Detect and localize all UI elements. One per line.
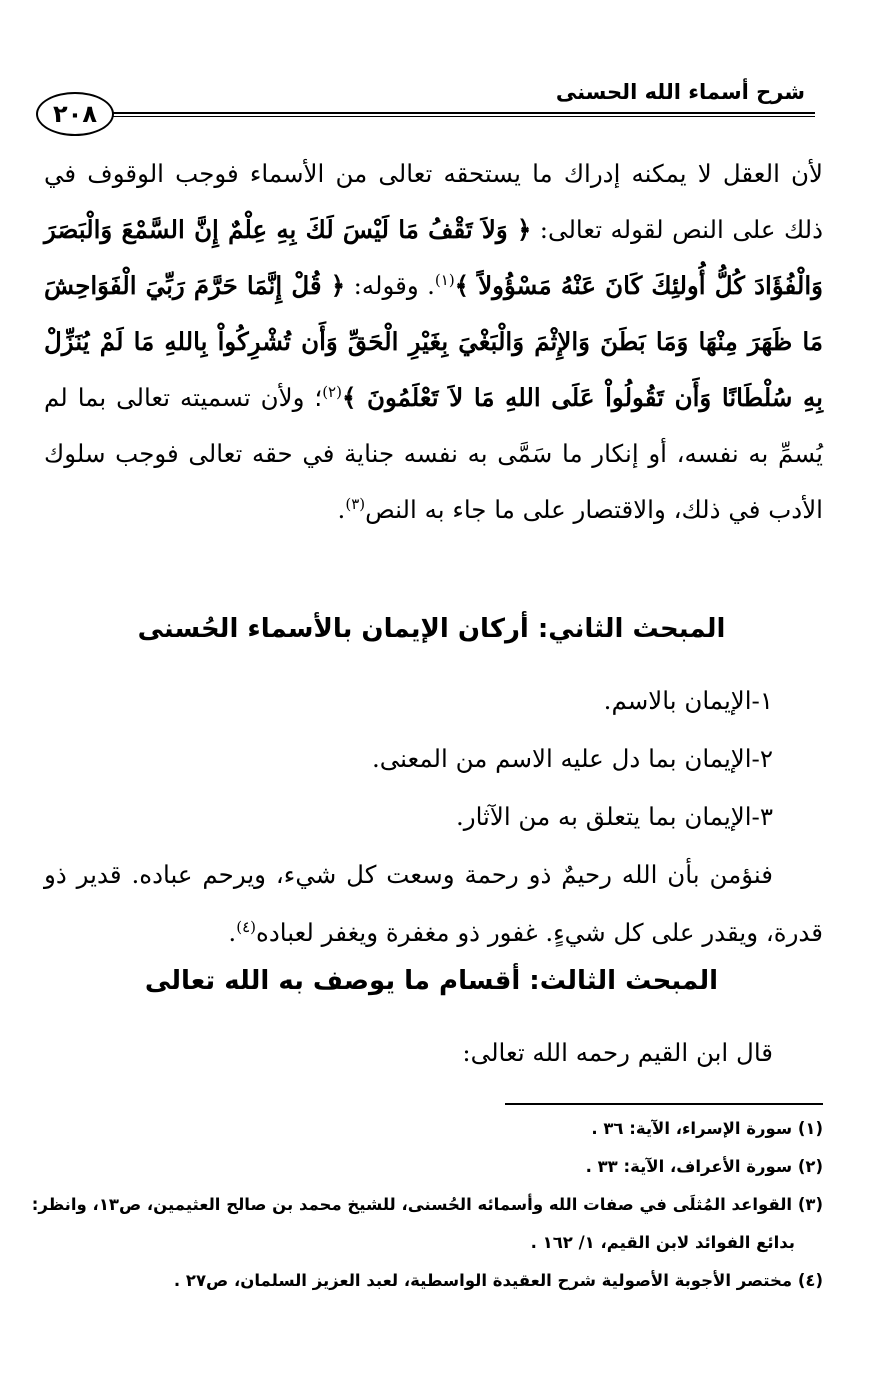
list-item: ٢-الإيمان بما دل عليه الاسم من المعنى. (371, 744, 773, 773)
section-heading-3: المبحث الثالث: أقسام ما يوصف به الله تعالى (144, 966, 719, 996)
footnotes (31, 1110, 823, 1300)
text-body: ؛ ولأن تسميته تعالى بما لم يُسمِّ به نفسه، أو إنكار ما سَمَّى به نفسه جناية في حقه تعالى فوجب سلوك الأدب في ذلك، والاقتصار على ما جاء به النص (44, 383, 823, 524)
page-number: ٢٠٨ (36, 92, 114, 136)
pillars-list (44, 672, 823, 846)
paragraph-2 (44, 846, 823, 962)
footnote-rule (505, 1103, 823, 1105)
footnote: (٣) القواعد المُثلَى في صفات الله وأسمائه الحُسنى، للشيخ محمد بن صالح العثيمين، ص١٣، وانظر: (31, 1195, 823, 1214)
footnote: (١) سورة الإسراء، الآية: ٣٦ . (591, 1119, 823, 1138)
text-end: . (228, 918, 237, 947)
running-header-title: شرح أسماء الله الحسنى (555, 80, 805, 104)
footnote-ref-4: (٤) (236, 917, 256, 936)
text-intro: في ذلك على النص لقوله تعالى: (44, 159, 823, 244)
text-body: فنؤمن بأن الله رحيمٌ ذو رحمة وسعت كل شيء، ويرحم عباده. قدير ذو قدرة، ويقدر على كل شيءٍ. غفور ذو مغفرة ويغفر لعباده (44, 860, 823, 947)
text-connector: . وقوله: (345, 271, 435, 300)
header-rule (50, 112, 815, 117)
section-heading-2: المبحث الثاني: أركان الإيمان بالأسماء الحُسنى (137, 614, 726, 644)
paragraph-1 (44, 146, 823, 538)
quran-verse-1: ﴿ وَلاَ تَقْفُ مَا لَيْسَ لَكَ بِهِ عِلْمٌ إِنَّ السَّمْعَ وَالْبَصَرَ وَالْفُؤَادَ كُلُّ أُولئِكَ كَانَ عَنْهُ مَسْؤُولاً ﴾ (44, 215, 824, 300)
text-end: . (337, 495, 346, 524)
footnote-ref-2: (٢) (322, 382, 342, 401)
list-item: ١-الإيمان بالاسم. (603, 686, 773, 715)
footnote-ref-3: (٣) (345, 494, 366, 513)
footnote-continuation: بدائع الفوائد لابن القيم، ١/ ١٦٢ . (530, 1233, 795, 1252)
text-body: قال ابن القيم رحمه الله تعالى: (462, 1038, 773, 1067)
footnote: (٤) مختصر الأجوبة الأصولية شرح العقيدة الواسطية، لعبد العزيز السلمان، ص٢٧ . (173, 1271, 823, 1290)
paragraph-3 (44, 1024, 823, 1082)
list-item: ٣-الإيمان بما يتعلق به من الآثار. (455, 802, 773, 831)
footnote-ref-1: (١) (434, 270, 455, 289)
text-line: لأن العقل لا يمكنه إدراك ما يستحقه تعالى من الأسماء فوجب الوقوف (87, 159, 823, 188)
footnote: (٢) سورة الأعراف، الآية: ٣٣ . (585, 1157, 823, 1176)
quran-verse-2: ﴿ قُلْ إِنَّمَا حَرَّمَ رَبِّيَ الْفَوَاحِشَ مَا ظَهَرَ مِنْهَا وَمَا بَطَنَ وَالإِثْمَ وَالْبَغْيَ بِغَيْرِ الْحَقِّ وَأَن تُشْرِكُواْ بِاللهِ مَا لَمْ يُنَزِّلْ بِهِ سُلْطَانًا وَأَن تَقُولُواْ عَلَى اللهِ مَا لاَ تَعْلَمُونَ ﴾ (44, 271, 823, 412)
